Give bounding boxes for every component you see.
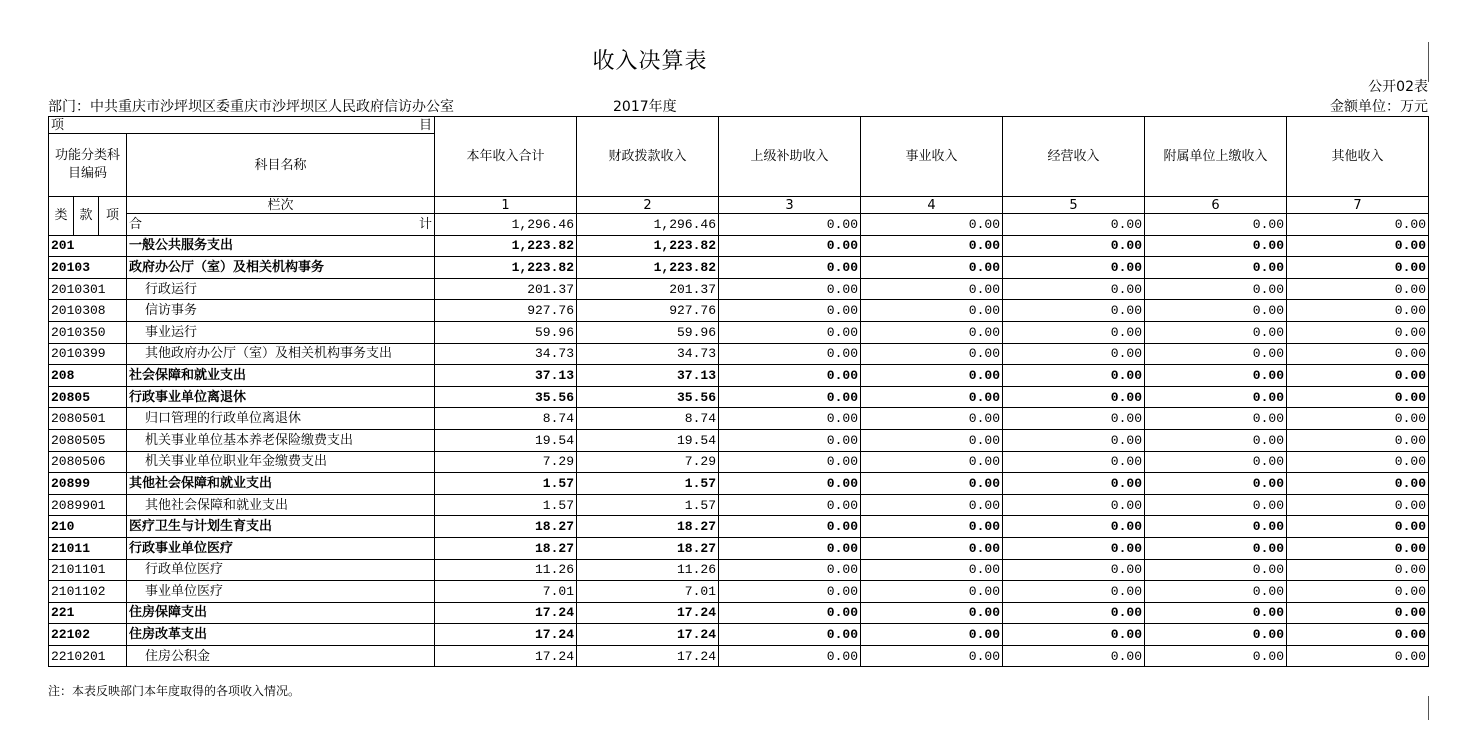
row-value-7: 0.00 (1287, 516, 1429, 538)
row-value-1: 201.37 (435, 278, 577, 300)
table-row (49, 473, 1429, 495)
right-margin-line-bottom (1428, 696, 1429, 720)
row-value-5: 0.00 (1003, 235, 1145, 257)
table-row (49, 408, 1429, 430)
row-value-7: 0.00 (1287, 581, 1429, 603)
col-header-other: 其他收入 (1287, 117, 1429, 197)
row-value-3: 0.00 (719, 537, 861, 559)
row-value-7: 0.00 (1287, 278, 1429, 300)
total-left-label: 合 (129, 216, 143, 232)
row-value-4: 0.00 (861, 581, 1003, 603)
department-label: 部门：中共重庆市沙坪坝区委重庆市沙坪坝区人民政府信访办公室 (48, 99, 454, 115)
row-value-4: 0.00 (861, 343, 1003, 365)
row-value-2: 1,223.82 (577, 235, 719, 257)
header-row-lanci (49, 197, 1429, 214)
row-value-6: 0.00 (1145, 408, 1287, 430)
row-code: 20103 (49, 257, 127, 279)
row-code: 2010301 (49, 278, 127, 300)
row-value-1: 37.13 (435, 365, 577, 387)
row-value-6: 0.00 (1145, 473, 1287, 495)
row-value-2: 7.29 (577, 451, 719, 473)
row-subject-name: 住房改革支出 (127, 624, 435, 646)
row-value-5: 0.00 (1003, 300, 1145, 322)
col-header-fiscal: 财政拨款收入 (577, 117, 719, 197)
table-row (49, 645, 1429, 667)
row-value-1: 1.57 (435, 494, 577, 516)
row-value-7: 0.00 (1287, 559, 1429, 581)
total-value-6: 0.00 (1145, 214, 1287, 236)
row-value-5: 0.00 (1003, 581, 1145, 603)
row-value-2: 17.24 (577, 645, 719, 667)
row-subject-name: 事业运行 (127, 321, 435, 343)
item-right-label: 目 (419, 117, 433, 133)
row-value-5: 0.00 (1003, 365, 1145, 387)
row-code: 2080505 (49, 429, 127, 451)
row-value-3: 0.00 (719, 300, 861, 322)
row-value-3: 0.00 (719, 408, 861, 430)
row-value-2: 201.37 (577, 278, 719, 300)
lanci-label: 栏次 (127, 197, 435, 214)
row-subject-name: 其他政府办公厅（室）及相关机构事务支出 (127, 343, 435, 365)
col-number-7: 7 (1287, 197, 1429, 214)
col-header-operating: 经营收入 (1003, 117, 1145, 197)
col-header-total: 本年收入合计 (435, 117, 577, 197)
table-row (49, 257, 1429, 279)
row-value-6: 0.00 (1145, 602, 1287, 624)
col-header-superior: 上级补助收入 (719, 117, 861, 197)
row-code: 208 (49, 365, 127, 387)
table-row (49, 581, 1429, 603)
subject-name-header: 科目名称 (127, 134, 435, 197)
row-value-5: 0.00 (1003, 257, 1145, 279)
row-value-4: 0.00 (861, 602, 1003, 624)
row-subject-name: 行政单位医疗 (127, 559, 435, 581)
row-subject-name: 行政事业单位离退休 (127, 386, 435, 408)
row-value-2: 19.54 (577, 429, 719, 451)
row-value-2: 37.13 (577, 365, 719, 387)
row-subject-name: 事业单位医疗 (127, 581, 435, 603)
row-value-1: 59.96 (435, 321, 577, 343)
row-value-5: 0.00 (1003, 278, 1145, 300)
row-value-7: 0.00 (1287, 300, 1429, 322)
row-value-1: 18.27 (435, 516, 577, 538)
row-value-6: 0.00 (1145, 516, 1287, 538)
row-value-4: 0.00 (861, 386, 1003, 408)
total-value-4: 0.00 (861, 214, 1003, 236)
row-value-3: 0.00 (719, 365, 861, 387)
row-value-5: 0.00 (1003, 516, 1145, 538)
table-row (49, 451, 1429, 473)
table-row (49, 537, 1429, 559)
row-code: 2010350 (49, 321, 127, 343)
row-value-7: 0.00 (1287, 365, 1429, 387)
row-value-6: 0.00 (1145, 451, 1287, 473)
func-code-label: 功能分类科目编码 (54, 148, 120, 181)
table-row (49, 235, 1429, 257)
row-value-4: 0.00 (861, 300, 1003, 322)
row-value-2: 8.74 (577, 408, 719, 430)
row-value-3: 0.00 (719, 645, 861, 667)
right-margin-line-top (1428, 42, 1429, 82)
row-value-2: 927.76 (577, 300, 719, 322)
row-value-2: 18.27 (577, 537, 719, 559)
table-row (49, 365, 1429, 387)
row-value-6: 0.00 (1145, 581, 1287, 603)
row-value-7: 0.00 (1287, 645, 1429, 667)
row-value-2: 35.56 (577, 386, 719, 408)
total-value-5: 0.00 (1003, 214, 1145, 236)
row-subject-name: 信访事务 (127, 300, 435, 322)
row-value-7: 0.00 (1287, 624, 1429, 646)
row-subject-name: 行政运行 (127, 278, 435, 300)
row-value-5: 0.00 (1003, 408, 1145, 430)
row-code: 2101102 (49, 581, 127, 603)
table-row (49, 559, 1429, 581)
row-value-4: 0.00 (861, 537, 1003, 559)
row-value-1: 17.24 (435, 602, 577, 624)
row-subject-name: 行政事业单位医疗 (127, 537, 435, 559)
cat-lei-header: 类 (49, 197, 74, 236)
row-value-6: 0.00 (1145, 429, 1287, 451)
row-value-4: 0.00 (861, 451, 1003, 473)
col-number-3: 3 (719, 197, 861, 214)
row-value-7: 0.00 (1287, 257, 1429, 279)
row-value-1: 7.01 (435, 581, 577, 603)
row-value-6: 0.00 (1145, 278, 1287, 300)
row-value-5: 0.00 (1003, 559, 1145, 581)
row-value-6: 0.00 (1145, 300, 1287, 322)
row-code: 2010399 (49, 343, 127, 365)
row-value-6: 0.00 (1145, 537, 1287, 559)
unit-label: 金额单位：万元 (1330, 99, 1428, 115)
row-value-6: 0.00 (1145, 624, 1287, 646)
row-value-3: 0.00 (719, 235, 861, 257)
row-value-3: 0.00 (719, 321, 861, 343)
row-value-2: 11.26 (577, 559, 719, 581)
row-value-1: 1.57 (435, 473, 577, 495)
total-value-7: 0.00 (1287, 214, 1429, 236)
page-title: 收入决算表 (592, 49, 708, 74)
row-value-1: 19.54 (435, 429, 577, 451)
item-header-cell (49, 117, 435, 134)
form-code: 公开02表 (1368, 79, 1428, 95)
row-code: 2010308 (49, 300, 127, 322)
row-code: 201 (49, 235, 127, 257)
row-value-6: 0.00 (1145, 559, 1287, 581)
row-subject-name: 住房保障支出 (127, 602, 435, 624)
row-value-3: 0.00 (719, 581, 861, 603)
row-code: 2080506 (49, 451, 127, 473)
row-value-5: 0.00 (1003, 386, 1145, 408)
header-row-item (49, 117, 1429, 134)
row-code: 221 (49, 602, 127, 624)
table-row (49, 300, 1429, 322)
total-right-label: 计 (419, 216, 433, 232)
table-row (49, 386, 1429, 408)
row-value-4: 0.00 (861, 408, 1003, 430)
row-value-7: 0.00 (1287, 343, 1429, 365)
table-row (49, 429, 1429, 451)
row-value-1: 17.24 (435, 624, 577, 646)
row-value-6: 0.00 (1145, 343, 1287, 365)
row-value-3: 0.00 (719, 257, 861, 279)
row-value-2: 34.73 (577, 343, 719, 365)
total-row (49, 214, 1429, 236)
row-value-5: 0.00 (1003, 451, 1145, 473)
row-value-2: 17.24 (577, 602, 719, 624)
row-value-3: 0.00 (719, 473, 861, 495)
col-number-2: 2 (577, 197, 719, 214)
table-row (49, 278, 1429, 300)
item-left-label: 项 (51, 117, 65, 133)
row-value-7: 0.00 (1287, 602, 1429, 624)
row-value-2: 18.27 (577, 516, 719, 538)
table-row (49, 516, 1429, 538)
row-value-2: 7.01 (577, 581, 719, 603)
row-value-7: 0.00 (1287, 235, 1429, 257)
col-number-4: 4 (861, 197, 1003, 214)
func-code-header (49, 134, 127, 197)
row-subject-name: 社会保障和就业支出 (127, 365, 435, 387)
row-subject-name: 其他社会保障和就业支出 (127, 494, 435, 516)
row-value-1: 8.74 (435, 408, 577, 430)
table-row (49, 494, 1429, 516)
row-value-4: 0.00 (861, 235, 1003, 257)
footnote: 注：本表反映部门本年度取得的各项收入情况。 (48, 684, 301, 698)
cat-xiang-header: 项 (99, 197, 127, 236)
table-row (49, 602, 1429, 624)
row-value-2: 1.57 (577, 494, 719, 516)
row-value-4: 0.00 (861, 473, 1003, 495)
row-code: 210 (49, 516, 127, 538)
col-number-5: 5 (1003, 197, 1145, 214)
row-value-5: 0.00 (1003, 429, 1145, 451)
row-code: 20899 (49, 473, 127, 495)
row-value-7: 0.00 (1287, 451, 1429, 473)
year-label: 2017年度 (613, 99, 677, 115)
row-code: 2089901 (49, 494, 127, 516)
table-row (49, 321, 1429, 343)
row-value-4: 0.00 (861, 278, 1003, 300)
row-value-2: 17.24 (577, 624, 719, 646)
row-value-7: 0.00 (1287, 537, 1429, 559)
row-value-1: 7.29 (435, 451, 577, 473)
row-value-7: 0.00 (1287, 408, 1429, 430)
row-value-6: 0.00 (1145, 321, 1287, 343)
row-subject-name: 机关事业单位基本养老保险缴费支出 (127, 429, 435, 451)
col-number-1: 1 (435, 197, 577, 214)
row-value-3: 0.00 (719, 516, 861, 538)
table-row (49, 343, 1429, 365)
row-code: 21011 (49, 537, 127, 559)
total-label-cell (127, 214, 435, 236)
row-value-4: 0.00 (861, 365, 1003, 387)
row-value-5: 0.00 (1003, 321, 1145, 343)
row-subject-name: 医疗卫生与计划生育支出 (127, 516, 435, 538)
row-value-7: 0.00 (1287, 386, 1429, 408)
row-value-4: 0.00 (861, 429, 1003, 451)
row-value-6: 0.00 (1145, 365, 1287, 387)
row-value-2: 1,223.82 (577, 257, 719, 279)
cat-kuan-header: 款 (74, 197, 99, 236)
col-header-business: 事业收入 (861, 117, 1003, 197)
row-value-6: 0.00 (1145, 257, 1287, 279)
total-value-2: 1,296.46 (577, 214, 719, 236)
row-code: 2101101 (49, 559, 127, 581)
row-subject-name: 一般公共服务支出 (127, 235, 435, 257)
row-value-4: 0.00 (861, 645, 1003, 667)
row-value-3: 0.00 (719, 386, 861, 408)
row-code: 20805 (49, 386, 127, 408)
row-value-5: 0.00 (1003, 645, 1145, 667)
row-value-1: 18.27 (435, 537, 577, 559)
table-row (49, 624, 1429, 646)
row-value-2: 1.57 (577, 473, 719, 495)
col-number-6: 6 (1145, 197, 1287, 214)
income-table (48, 116, 1429, 667)
col-header-affiliated: 附属单位上缴收入 (1145, 117, 1287, 197)
row-value-3: 0.00 (719, 624, 861, 646)
row-value-3: 0.00 (719, 494, 861, 516)
row-subject-name: 机关事业单位职业年金缴费支出 (127, 451, 435, 473)
row-value-4: 0.00 (861, 559, 1003, 581)
row-value-4: 0.00 (861, 321, 1003, 343)
row-code: 22102 (49, 624, 127, 646)
row-subject-name: 归口管理的行政单位离退休 (127, 408, 435, 430)
row-value-3: 0.00 (719, 451, 861, 473)
row-value-5: 0.00 (1003, 602, 1145, 624)
total-value-1: 1,296.46 (435, 214, 577, 236)
row-value-5: 0.00 (1003, 473, 1145, 495)
row-value-5: 0.00 (1003, 624, 1145, 646)
row-value-7: 0.00 (1287, 494, 1429, 516)
row-subject-name: 住房公积金 (127, 645, 435, 667)
row-value-3: 0.00 (719, 559, 861, 581)
row-value-6: 0.00 (1145, 386, 1287, 408)
row-subject-name: 政府办公厅（室）及相关机构事务 (127, 257, 435, 279)
row-code: 2210201 (49, 645, 127, 667)
row-value-7: 0.00 (1287, 473, 1429, 495)
row-value-1: 1,223.82 (435, 235, 577, 257)
row-value-4: 0.00 (861, 257, 1003, 279)
total-value-3: 0.00 (719, 214, 861, 236)
row-value-4: 0.00 (861, 516, 1003, 538)
row-value-5: 0.00 (1003, 343, 1145, 365)
row-value-3: 0.00 (719, 278, 861, 300)
row-value-5: 0.00 (1003, 494, 1145, 516)
row-value-6: 0.00 (1145, 494, 1287, 516)
row-value-3: 0.00 (719, 602, 861, 624)
row-value-6: 0.00 (1145, 645, 1287, 667)
row-value-5: 0.00 (1003, 537, 1145, 559)
row-value-4: 0.00 (861, 494, 1003, 516)
row-value-7: 0.00 (1287, 321, 1429, 343)
row-value-3: 0.00 (719, 343, 861, 365)
row-value-1: 11.26 (435, 559, 577, 581)
row-value-1: 34.73 (435, 343, 577, 365)
row-subject-name: 其他社会保障和就业支出 (127, 473, 435, 495)
row-value-1: 927.76 (435, 300, 577, 322)
row-code: 2080501 (49, 408, 127, 430)
row-value-1: 17.24 (435, 645, 577, 667)
row-value-2: 59.96 (577, 321, 719, 343)
row-value-4: 0.00 (861, 624, 1003, 646)
row-value-1: 1,223.82 (435, 257, 577, 279)
row-value-7: 0.00 (1287, 429, 1429, 451)
row-value-1: 35.56 (435, 386, 577, 408)
row-value-3: 0.00 (719, 429, 861, 451)
row-value-6: 0.00 (1145, 235, 1287, 257)
